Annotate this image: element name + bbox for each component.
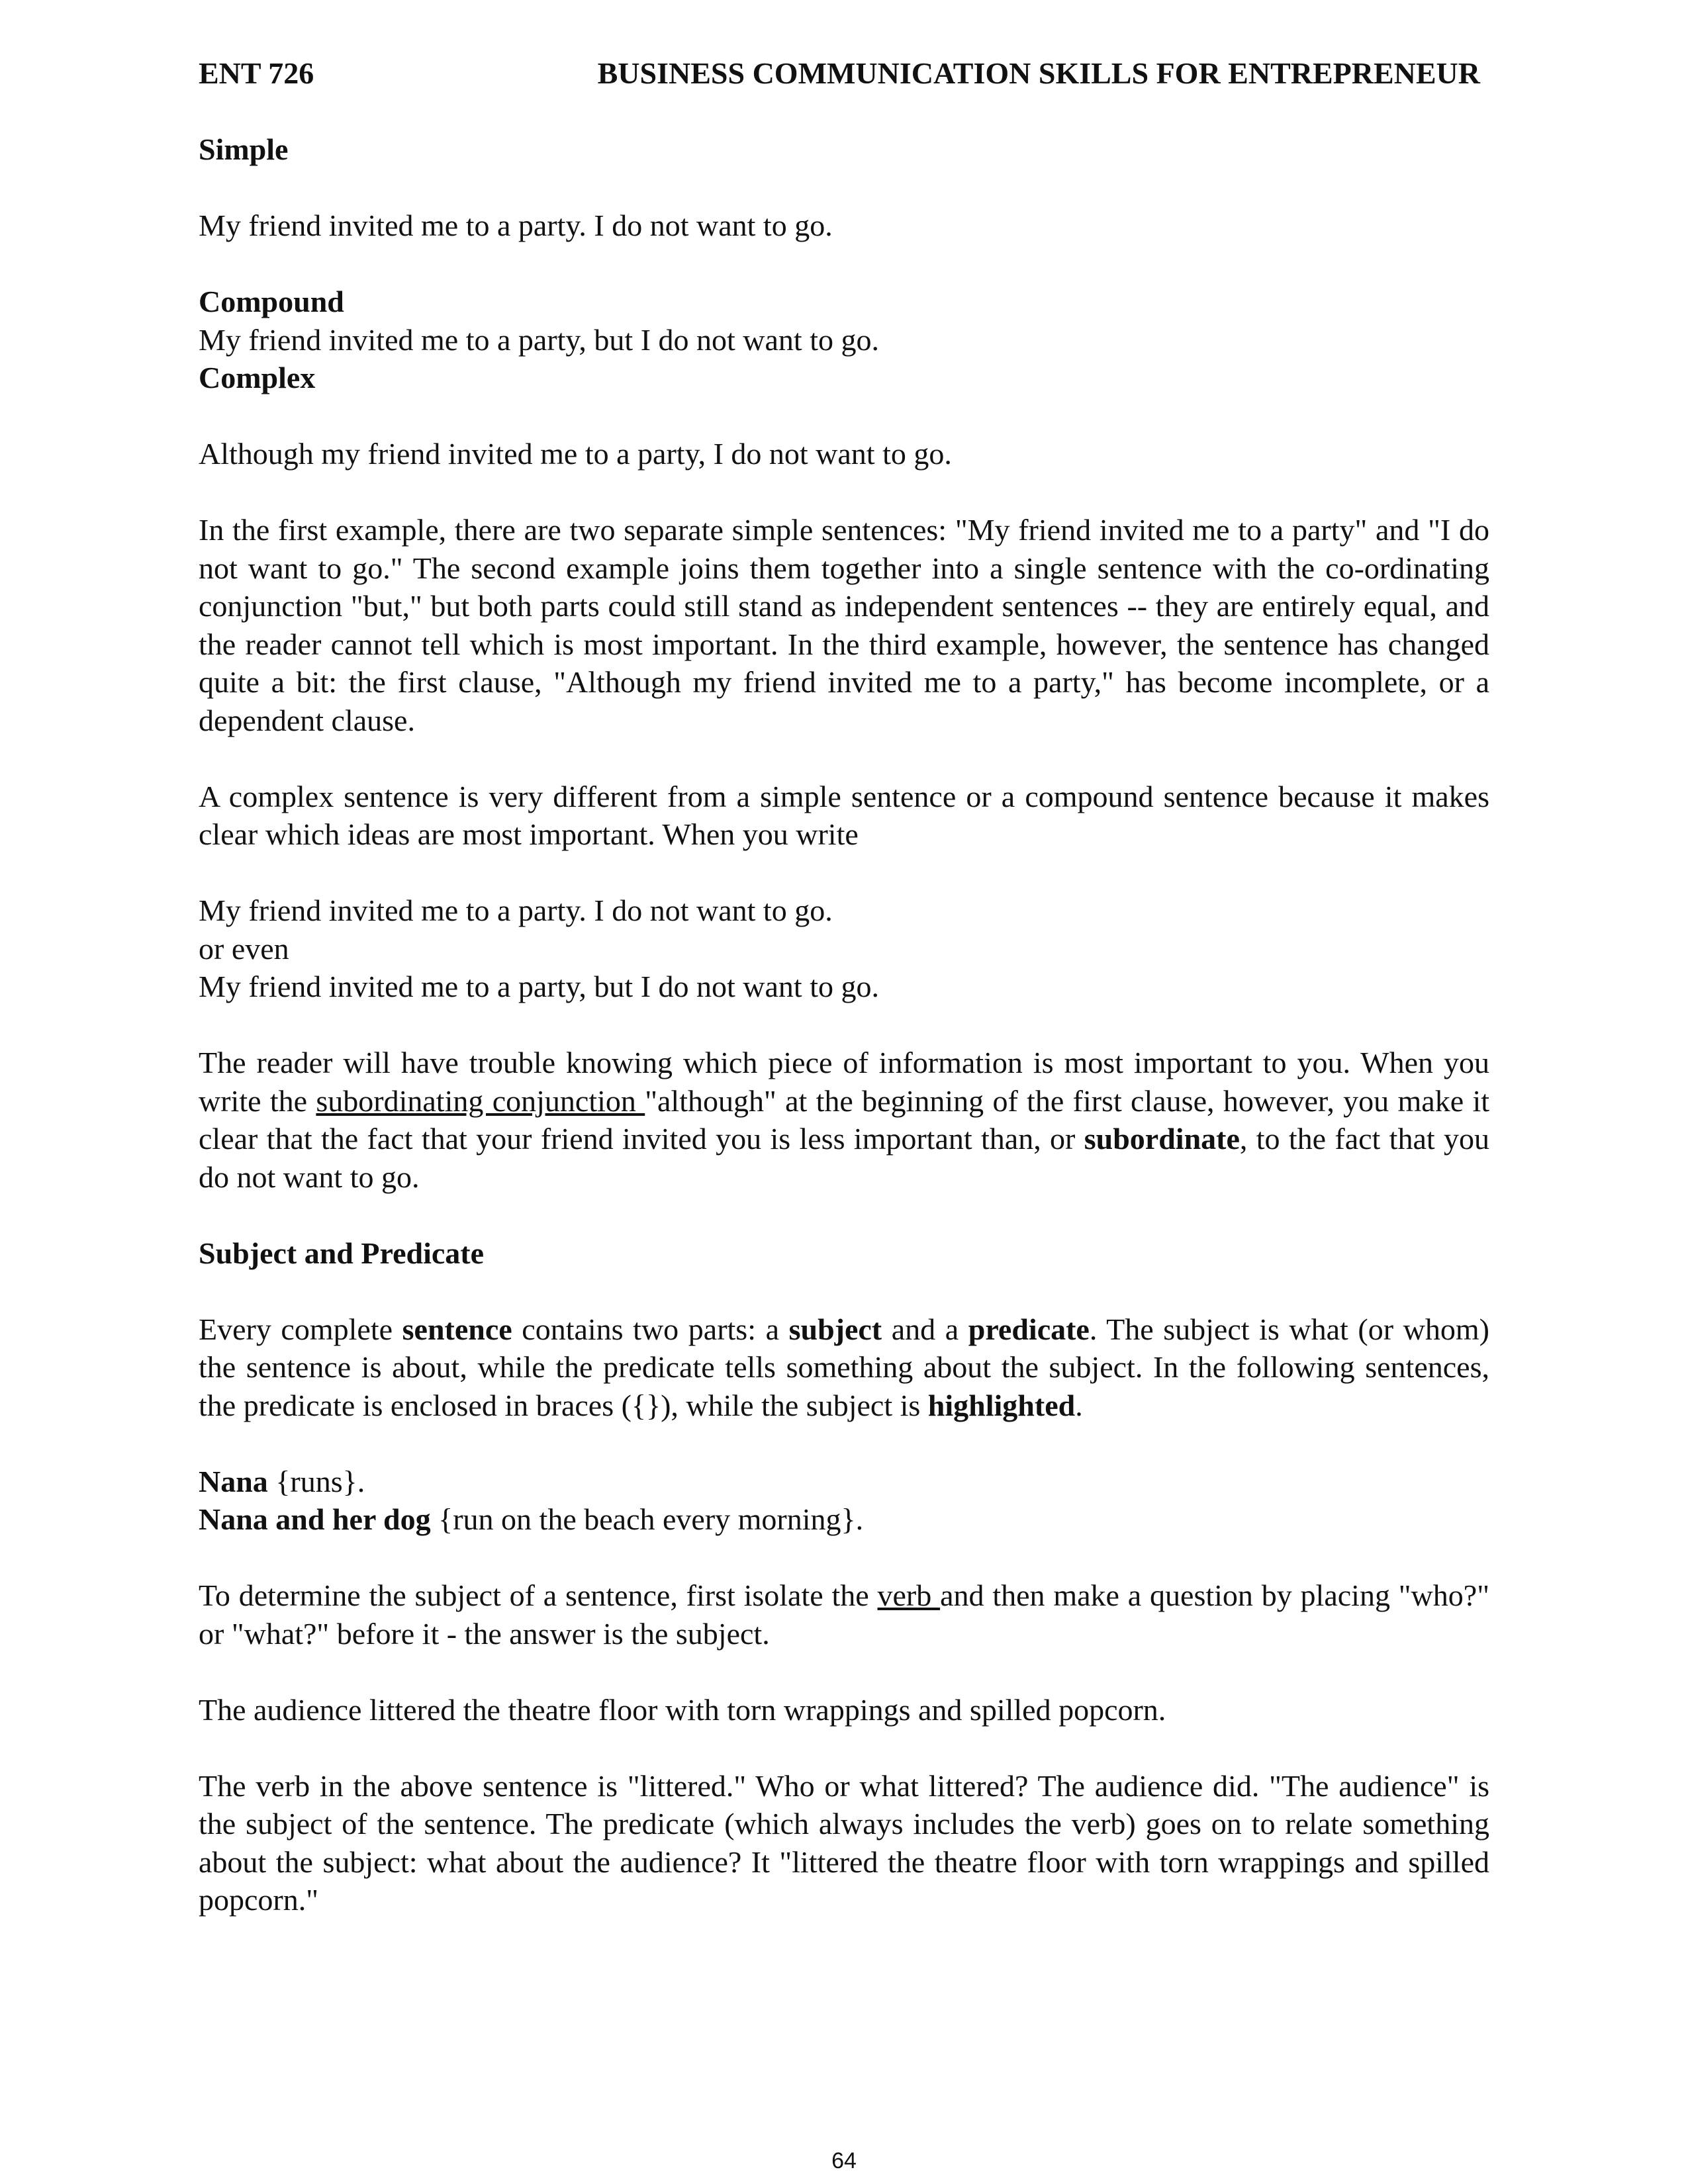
page-content: [199, 54, 1489, 1919]
example-nana-and-dog: [199, 1500, 1489, 1539]
subject-predicate-intro: [199, 1310, 1489, 1425]
example-line-2: My friend invited me to a party, but I do not want to go.: [199, 970, 879, 1003]
intro-text-5: .: [1075, 1388, 1083, 1422]
intro-text-3: and a: [882, 1312, 968, 1346]
verb-link[interactable]: verb: [877, 1578, 941, 1612]
complex-example: Although my friend invited me to a party, I do not want to go.: [199, 437, 952, 471]
simple-example: My friend invited me to a party. I do not want to go.: [199, 208, 833, 242]
example-2-subject: Nana and her dog: [199, 1502, 431, 1536]
verb-explanation-paragraph: The verb in the above sentence is "littered." Who or what littered? The audience did. "The audience" is the subject of the sentence. The predicate (which always includes the verb) goes on to relate something about the subject: what about the audience? It "littered the theatre floor with torn wrappings and spilled popcorn.": [199, 1768, 1489, 1917]
page-header: [199, 54, 1489, 93]
reader-trouble-paragraph: [199, 1044, 1489, 1196]
example-1-predicate: {runs}.: [267, 1464, 365, 1498]
intro-text-1: Every complete: [199, 1312, 402, 1346]
intro-text-2: contains two parts: a: [512, 1312, 789, 1346]
compound-example: My friend invited me to a party, but I do not want to go.: [199, 322, 879, 357]
example-line-1: My friend invited me to a party. I do not want to go.: [199, 893, 833, 927]
example-1-subject: Nana: [199, 1464, 268, 1498]
reader-trouble-text-2: "although" at the beginning of the first clause, however, you make it clear that the fact that your friend invited you is less important than, or: [199, 1083, 1490, 1156]
example-nana-runs: [199, 1463, 1489, 1501]
determine-text-1: To determine the subject of a sentence, first isolate the: [199, 1578, 878, 1612]
page-number: 64: [831, 2148, 857, 2173]
or-even-text: or even: [199, 931, 289, 966]
determine-subject-paragraph: [199, 1576, 1489, 1653]
intro-text-4: . The subject is what (or whom) the sentence is about, while the predicate tells something about the subject. In the following sentences, the predicate is enclosed in braces ({}), while the subject is: [199, 1312, 1489, 1422]
term-subject: subject: [788, 1312, 882, 1346]
reader-trouble-text-3: , to the fact that you do not want to go.: [199, 1122, 1489, 1194]
complex-heading: Complex: [199, 361, 316, 394]
subordinating-conjunction-link[interactable]: subordinating conjunction: [316, 1083, 645, 1118]
simple-heading: Simple: [199, 132, 289, 166]
course-title: BUSINESS COMMUNICATION SKILLS FOR ENTREPRENEUR: [597, 56, 1480, 90]
subject-predicate-heading: Subject and Predicate: [199, 1236, 485, 1270]
audience-example: The audience littered the theatre floor with torn wrappings and spilled popcorn.: [199, 1692, 1166, 1727]
term-highlighted: highlighted: [927, 1388, 1076, 1422]
example-2-predicate: {run on the beach every morning}.: [430, 1502, 864, 1536]
course-code: ENT 726: [199, 56, 314, 90]
subordinate-term: subordinate: [1084, 1122, 1240, 1156]
complex-difference-paragraph: A complex sentence is very different from a simple sentence or a compound sentence because it makes clear which ideas are most important. When you write: [199, 779, 1489, 851]
reader-trouble-text-1: The reader will have trouble knowing which piece of information is most important to you. When you write the: [199, 1046, 1489, 1118]
term-predicate: predicate: [968, 1312, 1090, 1346]
explanation-paragraph: In the first example, there are two separate simple sentences: "My friend invited me to a party" and "I do not want to go." The second example joins them together into a single sentence with the co-ordinating conjunction "but," but both parts could still stand as independent sentences -- they are entirely equal, and the reader cannot tell which is most important. In the third example, however, the sentence has changed quite a bit: the first clause, "Although my friend invited me to a party," has become incomplete, or a dependent clause.: [199, 513, 1489, 737]
term-sentence: sentence: [402, 1312, 512, 1346]
determine-text-2: and then make a question by placing "who?" or "what?" before it - the answer is the subject.: [199, 1578, 1489, 1651]
compound-heading: Compound: [199, 285, 344, 318]
